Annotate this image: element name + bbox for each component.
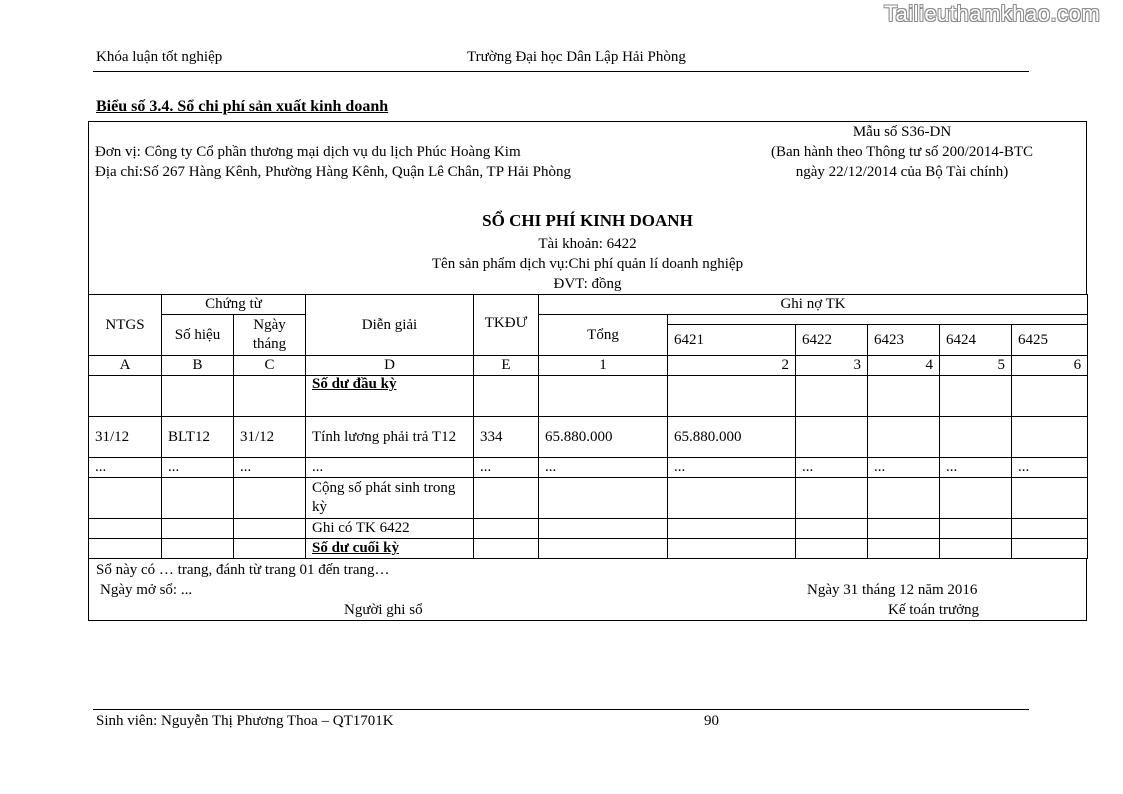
- row1-ntgs: 31/12: [89, 417, 162, 458]
- dots-cell: ...: [306, 458, 474, 478]
- watermark-text: Tailieuthamkhao.com: [884, 1, 1101, 26]
- header-ngay-thang: Ngày tháng: [234, 315, 306, 356]
- code-b: B: [162, 356, 234, 376]
- header-ntgs: NTGS: [89, 295, 162, 356]
- pages-note: Sổ này có … trang, đánh từ trang 01 đến trang…: [96, 562, 390, 578]
- ledger-product: Tên sản phẩm dịch vụ:Chi phí quản lí doanh nghiệp: [431, 256, 744, 272]
- table-row: [89, 417, 1088, 458]
- open-date: Ngày mở sổ: ...: [100, 582, 193, 598]
- dots-cell: ...: [668, 458, 796, 478]
- code-6: 6: [1012, 356, 1088, 376]
- signing-date: Ngày 31 tháng 12 năm 2016: [807, 582, 978, 598]
- form-issued-line2: ngày 22/12/2014 của Bộ Tài chính): [795, 164, 1009, 180]
- dots-cell: ...: [940, 458, 1012, 478]
- row1-6421: 65.880.000: [668, 417, 796, 458]
- footer-rule: [93, 709, 1029, 710]
- closing-balance: Số dư cuối kỳ: [306, 539, 474, 559]
- header-tkdu: TKĐƯ: [474, 295, 539, 356]
- column-code-row: [89, 356, 1088, 376]
- ledger-unit: ĐVT: đồng: [553, 276, 622, 292]
- ledger-table: [88, 294, 1088, 559]
- header-center: Trường Đại học Dân Lập Hải Phòng: [467, 49, 686, 65]
- header-tong: Tổng: [539, 315, 668, 356]
- code-d: D: [306, 356, 474, 376]
- dots-cell: ...: [474, 458, 539, 478]
- code-2: 2: [668, 356, 796, 376]
- code-e: E: [474, 356, 539, 376]
- ledger-title: SỔ CHI PHÍ KINH DOANH: [482, 211, 693, 230]
- student-name: Sinh viên: Nguyễn Thị Phương Thoa – QT1701K: [96, 713, 394, 729]
- dots-cell: ...: [162, 458, 234, 478]
- header-chung-tu: Chứng từ: [162, 295, 306, 315]
- code-a: A: [89, 356, 162, 376]
- row1-6422: [796, 417, 868, 458]
- row1-ngay-thang: 31/12: [234, 417, 306, 458]
- row1-tong: 65.880.000: [539, 417, 668, 458]
- header-rule: [93, 71, 1029, 72]
- table-row: [89, 458, 1088, 478]
- dots-cell: ...: [868, 458, 940, 478]
- table-row: [89, 519, 1088, 539]
- opening-balance: Số dư đầu kỳ: [306, 376, 474, 417]
- row1-6424: [940, 417, 1012, 458]
- row1-6425: [1012, 417, 1088, 458]
- section-title: Biểu số 3.4. Sổ chi phí sản xuất kinh doanh: [96, 98, 389, 115]
- chief-accountant-label: Kế toán trưởng: [888, 602, 980, 618]
- header-account-6423: 6423: [868, 325, 940, 356]
- total-arising: Cộng số phát sinh trong kỳ: [306, 478, 474, 519]
- header-spacer: [668, 315, 1088, 325]
- dots-cell: ...: [796, 458, 868, 478]
- company-unit: Đơn vị: Công ty Cổ phần thương mại dịch vụ du lịch Phúc Hoàng Kim: [95, 144, 521, 160]
- recorder-label: Người ghi sổ: [344, 602, 423, 618]
- table-row: [89, 376, 1088, 417]
- header-dien-giai: Diễn giải: [306, 295, 474, 356]
- header-account-6421: 6421: [668, 325, 796, 356]
- dots-cell: ...: [89, 458, 162, 478]
- header-account-6425: 6425: [1012, 325, 1088, 356]
- header-account-6424: 6424: [940, 325, 1012, 356]
- header-so-hieu: Số hiệu: [162, 315, 234, 356]
- header-account-6422: 6422: [796, 325, 868, 356]
- row1-tkdu: 334: [474, 417, 539, 458]
- ledger-account: Tài khoản: 6422: [538, 236, 637, 252]
- page-number: 90: [704, 713, 719, 729]
- table-row: [89, 539, 1088, 559]
- table-row: [89, 478, 1088, 519]
- code-5: 5: [940, 356, 1012, 376]
- header-left: Khóa luận tốt nghiệp: [96, 49, 223, 65]
- dots-cell: ...: [1012, 458, 1088, 478]
- dots-cell: ...: [539, 458, 668, 478]
- code-3: 3: [796, 356, 868, 376]
- dots-cell: ...: [234, 458, 306, 478]
- row1-dien-giai: Tính lương phải trả T12: [306, 417, 474, 458]
- company-address: Địa chỉ:Số 267 Hàng Kênh, Phường Hàng Kênh, Quận Lê Chân, TP Hải Phòng: [95, 164, 572, 180]
- header-ghi-no: Ghi nợ TK: [539, 295, 1088, 315]
- credit-account: Ghi có TK 6422: [306, 519, 474, 539]
- form-issued-line1: (Ban hành theo Thông tư số 200/2014-BTC: [770, 144, 1033, 160]
- form-code: Mẫu số S36-DN: [852, 124, 952, 140]
- row1-so-hieu: BLT12: [162, 417, 234, 458]
- code-1: 1: [539, 356, 668, 376]
- code-c: C: [234, 356, 306, 376]
- row1-6423: [868, 417, 940, 458]
- code-4: 4: [868, 356, 940, 376]
